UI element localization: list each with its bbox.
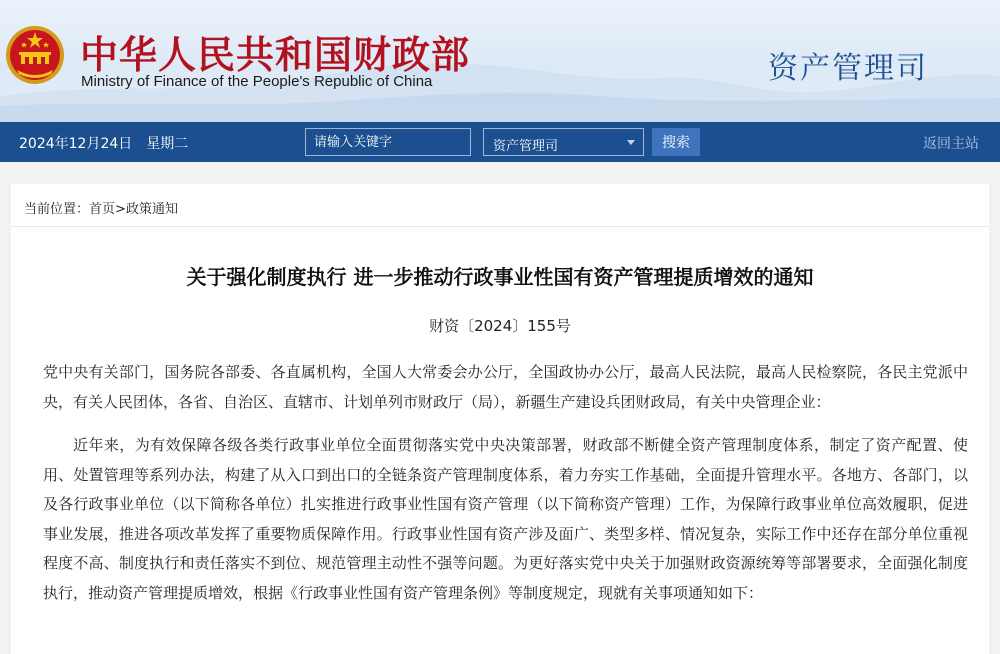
- breadcrumb-home-link[interactable]: 首页: [89, 202, 116, 217]
- article-title: 关于强化制度执行 进一步推动行政事业性国有资产管理提质增效的通知: [186, 265, 814, 289]
- article-paragraph: 近年来，为有效保障各级各类行政事业单位全面贯彻落实党中央决策部署，财政部不断健全资产管理制度体系，制定了资产配置、使用、处置管理等系列办法，构建了从入口到出口的全链条资产管理制度体系，着力夯实工作基础，全面提升管理水平。各地方、各部门，以及各行政事业单位（以下简称各单位）扎实推进行政事业性国有资产管理（以下简称资产管理）工作，为保障行政事业单位高效履职，促进事业发展，推进各项改革发挥了重要物质保障作用。行政事业性国有资产涉及面广、类型多样、情况复杂，实际工作中还存在部分单位重视程度不高、制度执行和责任落实不到位、规范管理主动性不强等问题。为更好落实党中央关于加强财政资源统筹等部署要求，全面强化制度执行，推动资产管理提质增效，根据《行政事业性国有资产管理条例》等制度规定，现就有关事项通知如下：: [43, 436, 968, 602]
- article-addressees: 党中央有关部门，国务院各部委、各直属机构，全国人大常委会办公厅，全国政协办公厅，最高人民法院，最高人民检察院，各民主党派中央，有关人民团体，各省、自治区、直辖市、计划单列市财政厅（局），新疆生产建设兵团财政局，有关中央管理企业：: [43, 363, 968, 411]
- search-input[interactable]: [305, 128, 471, 156]
- return-home-link[interactable]: 返回主站: [923, 136, 979, 152]
- top-navbar: [0, 122, 1000, 162]
- document-number: 财资〔2024〕155号: [429, 317, 571, 335]
- breadcrumb-current-link[interactable]: 政策通知: [125, 202, 178, 217]
- masthead: [0, 0, 1000, 122]
- breadcrumb-separator: >: [115, 202, 126, 217]
- breadcrumb-divider: [11, 226, 989, 227]
- article-body: [43, 358, 968, 622]
- breadcrumb: [24, 198, 178, 217]
- article-panel: [11, 184, 989, 654]
- breadcrumb-prefix: 当前位置：: [24, 202, 90, 217]
- site-title-en: Ministry of Finance of the People's Republic of China: [81, 73, 433, 90]
- search-button[interactable]: 搜索: [652, 128, 700, 156]
- national-emblem-icon: [4, 24, 66, 86]
- department-name: 资产管理司: [768, 51, 928, 86]
- site-title-cn: 中华人民共和国财政部: [80, 33, 471, 77]
- department-select[interactable]: [483, 128, 644, 156]
- chevron-down-icon: [627, 140, 635, 145]
- current-date: 2024年12月24日 星期二: [19, 136, 189, 152]
- department-select-value: 资产管理司: [493, 139, 559, 154]
